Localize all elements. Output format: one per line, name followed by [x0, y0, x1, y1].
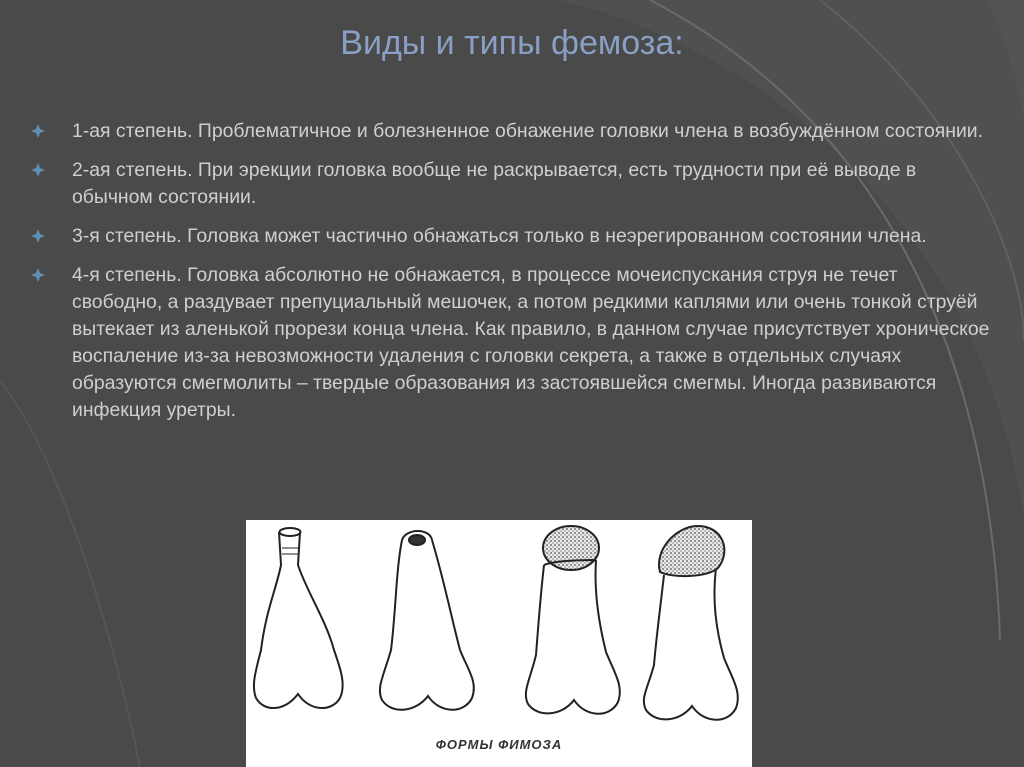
bullet-text: 1-ая степень. Проблематичное и болезненное обнажение головки члена в возбуждённом состоянии. — [72, 120, 983, 142]
bullet-item — [30, 262, 990, 424]
slide-title: Виды и типы фемоза: — [340, 24, 684, 62]
diamond-bullet-icon — [30, 267, 46, 283]
diamond-bullet-icon — [30, 162, 46, 178]
diamond-bullet-icon — [30, 123, 46, 139]
diamond-bullet-icon — [30, 228, 46, 244]
bullet-item — [30, 157, 990, 211]
bullet-text: 3-я степень. Головка может частично обнажаться только в неэрегированном состоянии члена. — [72, 225, 927, 247]
bullet-list — [30, 118, 990, 436]
bullet-text: 2-ая степень. При эрекции головка вообще не раскрывается, есть трудности при её выводе в обычном состоянии. — [72, 159, 917, 208]
phimosis-forms-figure — [246, 520, 752, 767]
bullet-item — [30, 223, 990, 250]
phimosis-forms-illustration — [246, 520, 752, 767]
bullet-item — [30, 118, 990, 145]
bullet-text: 4-я степень. Головка абсолютно не обнажается, в процессе мочеиспускания струя не течет свободно, а раздувает препуциальный мешочек, а потом редкими каплями или очень тонкой струёй вытекает из аленькой прорези конца члена. Как правило, в данном случае присутствует хроническое воспаление из-за невозможности удаления с головки секрета, а также в отдельных случаях образуются смегмолиты – твердые образования из застоявшейся смегмы. Иногда развиваются инфекция уретры. — [72, 264, 990, 421]
figure-caption: ФОРМЫ ФИМОЗА — [435, 737, 563, 752]
